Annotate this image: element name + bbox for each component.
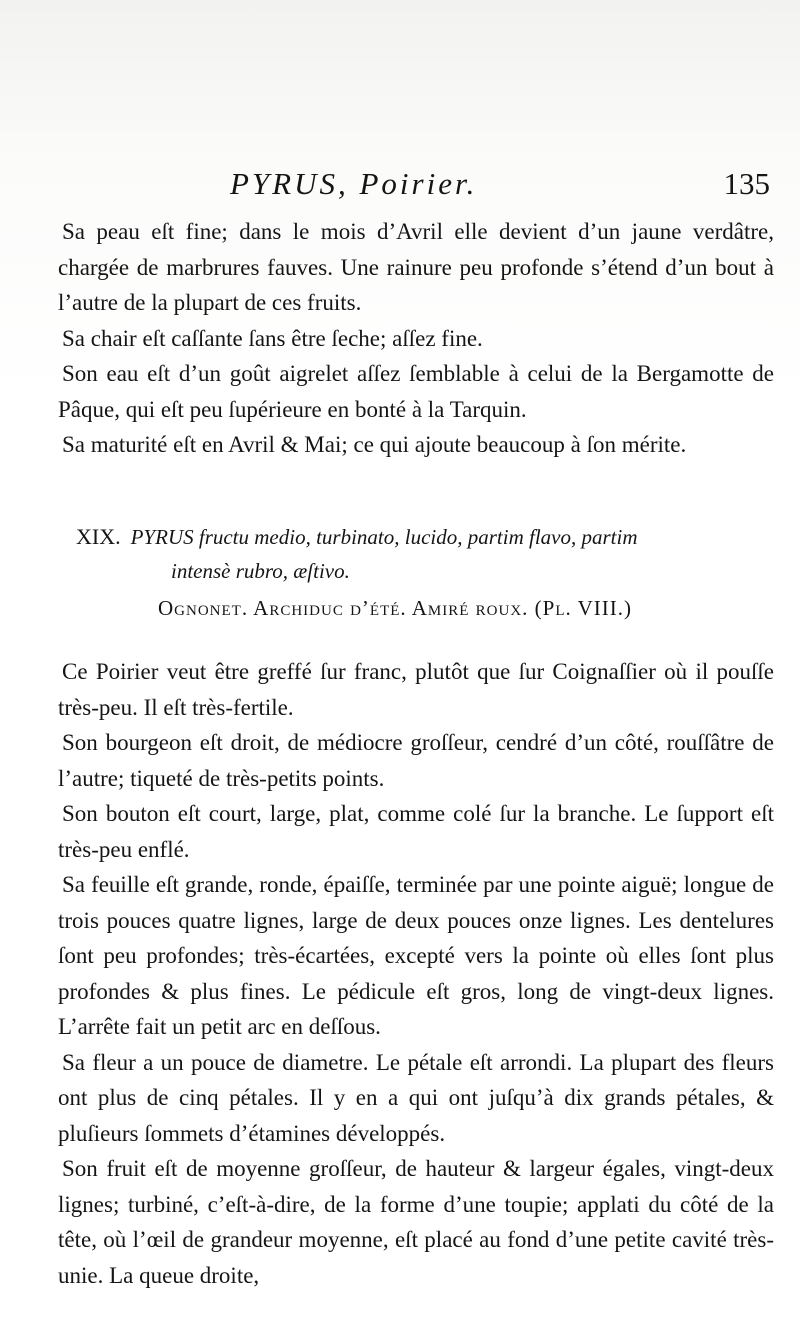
text-block-bottom <box>58 654 774 1293</box>
paragraph-maturite: Sa maturité eſt en Avril & Mai; ce qui ajoute beaucoup à ſon mérite. <box>62 432 687 457</box>
page-number: 135 <box>723 166 770 201</box>
species-latin-name: PYRUS fructu medio, turbinato, lucido, partim flavo, partim <box>130 525 638 549</box>
paragraph-greffe: Ce Poirier veut être greffé ſur franc, plutôt que ſur Coignaſſier où il pouſſe très-peu. Il eſt très-fertile. <box>58 659 774 720</box>
paragraph-bouton: Son bouton eſt court, large, plat, comme colé ſur la branche. Le ſupport eſt très-peu enflé. <box>58 801 774 862</box>
species-description-line2: intensè rubro, æſtivo. <box>171 559 350 583</box>
paragraph-chair: Sa chair eſt caſſante ſans être ſeche; aſſez fine. <box>62 325 483 351</box>
running-head-title: PYRUS, Poirier. <box>230 166 478 201</box>
species-number: XIX. <box>76 524 121 549</box>
paragraph-eau: Son eau eſt d’un goût aigrelet aſſez ſemblable à celui de la Bergamotte de Pâque, qui eſt peu ſupérieure en bonté à la Tarquin. <box>58 361 774 422</box>
paragraph-bourgeon: Son bourgeon eſt droit, de médiocre groſſeur, cendré d’un côté, rouſſâtre de l’autre; tiqueté de très-petits points. <box>58 730 774 791</box>
paragraph-fruit: Son fruit eſt de moyenne groſſeur, de hauteur & largeur égales, vingt-deux lignes; turbiné, c’eſt-à-dire, de la forme d’une toupie; applati du côté de la tête, où l’œil de grandeur moyenne, eſt placé au fond d’une petite cavité très-unie. La queue droite, <box>58 1156 774 1288</box>
species-description-line1 <box>76 520 786 554</box>
running-head <box>0 166 800 206</box>
paragraph-feuille: Sa feuille eſt grande, ronde, épaiſſe, terminée par une pointe aiguë; longue de trois pouces quatre lignes, large de deux pouces onze lignes. Les dentelures ſont peu profondes; très-écartées, excepté vers la pointe où elles ſont plus profondes & plus fines. Le pédicule eſt gros, long de vingt-deux lignes. L’arrête fait un petit arc en deſſous. <box>58 872 774 1039</box>
paragraph-fleur: Sa fleur a un pouce de diametre. Le pétale eſt arrondi. La plupart des fleurs ont plus de cinq pétales. Il y en a qui ont juſqu’à dix grands pétales, & pluſieurs ſommets d’étamines développés. <box>58 1049 774 1146</box>
paragraph-peau: Sa peau eſt fine; dans le mois d’Avril elle devient d’un jaune verdâtre, chargée de marbrures fauves. Une rainure peu profonde s’étend d’un bout à l’autre de la plupart de ces fruits. <box>58 219 774 315</box>
text-block-top <box>58 214 774 463</box>
species-synonyms: Ognonet. Archiduc d’été. Amiré roux. (Pl. VIII.) <box>158 596 633 620</box>
species-heading <box>76 520 786 588</box>
